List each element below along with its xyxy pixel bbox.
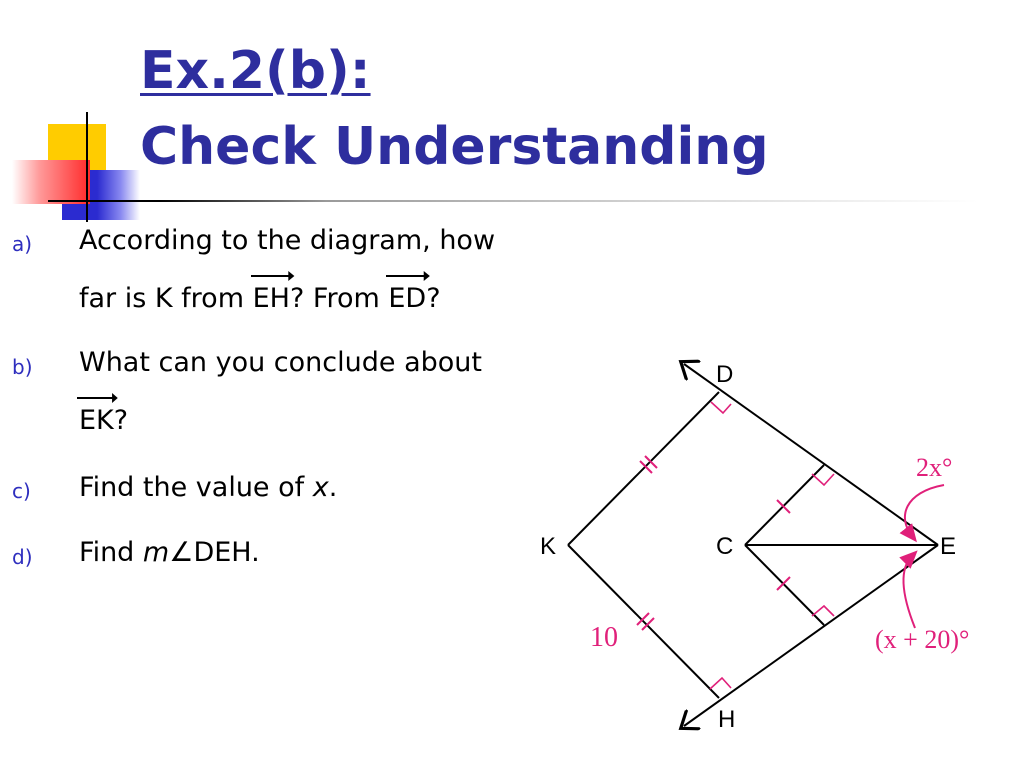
question-a-letter: a) <box>12 232 33 256</box>
angle-label-x-plus-20: (x + 20)° <box>875 625 970 654</box>
vector-ek: EK <box>79 392 114 450</box>
question-c-letter: c) <box>12 479 31 503</box>
angle-pointer-top <box>905 485 944 536</box>
decor-vertical-line <box>86 112 88 222</box>
right-angle-mark-d <box>711 402 731 413</box>
question-a-line2: far is K from EH? From ED? <box>79 270 441 328</box>
vector-ed: ED <box>388 270 426 328</box>
length-label-10: 10 <box>590 622 618 653</box>
right-angle-mark-c-bottom <box>812 606 834 616</box>
tick-kh-2 <box>642 618 654 630</box>
perpendicular-c-to-eh <box>745 545 824 625</box>
vector-eh: EH <box>253 270 290 328</box>
question-b-line2: EK? <box>79 392 128 450</box>
right-angle-mark-c-top <box>812 474 834 485</box>
point-label-e: E <box>940 533 957 560</box>
question-c-text: Find the value of x. <box>79 472 338 503</box>
tick-kh-1 <box>637 613 649 625</box>
question-d-text: Find m∠DEH. <box>79 537 260 568</box>
point-label-c: C <box>716 533 734 560</box>
title-divider-line <box>48 200 978 202</box>
question-b-line1: What can you conclude about <box>79 347 482 378</box>
perpendicular-c-to-ed <box>745 465 824 545</box>
question-b-letter: b) <box>12 355 33 379</box>
question-a-line1: According to the diagram, how <box>79 225 496 256</box>
right-angle-mark-h <box>710 678 731 689</box>
point-label-h: H <box>718 706 736 733</box>
ray-ed <box>684 364 938 545</box>
slide-subtitle: Check Understanding <box>140 117 769 177</box>
slide-title: Ex.2(b): <box>140 41 371 101</box>
decor-red-block <box>12 160 90 204</box>
point-label-d: D <box>716 361 734 388</box>
segment-kd <box>568 392 719 545</box>
point-label-k: K <box>540 533 557 560</box>
angle-pointer-bottom <box>904 556 915 628</box>
angle-label-2x: 2x° <box>916 453 953 482</box>
geometry-diagram <box>520 340 1000 760</box>
question-d-letter: d) <box>12 545 33 569</box>
